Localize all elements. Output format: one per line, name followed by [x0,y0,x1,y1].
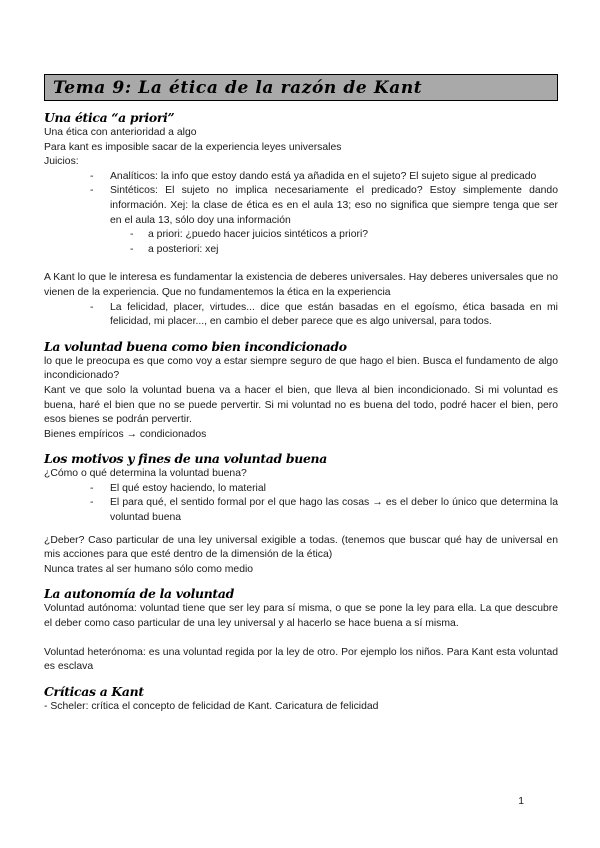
text-line: Juicios: [44,156,79,168]
list-item: - Analíticos: la info que estoy dando está ya añadida en el sujeto? El sujeto sigue al predicado [90,170,558,185]
paragraph: Voluntad autónoma: voluntad tiene que ser ley para sí misma, o que se pone la ley para ella. La que descubre el deber como caso particular de una ley universal y al hacerlo se hace buena a sí misma. [44,603,558,630]
sub-list-item: - a priori: ¿puedo hacer juicios sintéticos a priori? [130,228,558,243]
paragraph: Voluntad heterónoma: es una voluntad regida por la ley de otro. Por ejemplo los niños. Para Kant esta voluntad es esclava [44,646,558,673]
paragraph: A Kant lo que le interesa es fundamentar la existencia de deberes universales. Hay deberes universales que no vienen de la experiencia. Que no fundamentemos la ética en la experiencia [44,272,558,298]
bullet-list [44,301,558,330]
section-heading-autonomia: La autonomía de la voluntad [44,586,234,602]
list-item: - El para qué, el sentido formal por el que hago las cosas → es el deber lo único que determina la voluntad buena [90,496,558,525]
sub-bullet-list [110,228,558,257]
text-line: Bienes empíricos → condicionados [44,428,207,440]
sub-list-item: - a posteriori: xej [130,243,558,258]
section-heading-voluntad-buena: La voluntad buena como bien incondicionado [44,338,347,354]
paragraph: lo que le preocupa es que como voy a estar siempre seguro de que hago el bien. Busca el fundamento de algo incondicionado? [44,355,558,382]
page-number: 1 [518,796,524,807]
text-line: Una ética con anterioridad a algo [44,127,197,138]
section-heading-criticas: Críticas a Kant [44,683,144,699]
list-item: - La felicidad, placer, virtudes... dice que están basadas en el egoísmo, ética basada en mi felicidad, mi placer..., en cambio el deber parece que es algo universal, para todos. [90,301,558,330]
spacer [44,632,558,646]
list-item [90,184,558,257]
document-page [44,74,558,714]
bullet-list [44,482,558,526]
text-line: Nunca trates al ser humano sólo como medio [44,563,254,575]
paragraph: Kant ve que solo la voluntad buena va a hacer el bien, que lleva al bien incondicionado. Si mi voluntad es buena, haré el bien que no se puede pervertir. Si mi voluntad no es buena del todo, podré hacer el bien, pero esos bienes se podrán pervertir. [44,384,558,426]
list-item-text: Sintéticos: El sujeto no implica necesariamente el predicado? Estoy simplemente dando información. Xej: la clase de ética es en el aula 13; eso no significa que siempre tenga que ser en el aula 13, sólo doy una información [110,185,558,226]
list-item: - El qué estoy haciendo, lo material [90,482,558,497]
spacer [44,257,558,271]
text-line: Para kant es imposible sacar de la experiencia leyes universales [44,141,342,153]
text-line: ¿Cómo o qué determina la voluntad buena? [44,468,247,480]
section-heading-a-priori: Una ética “a priori” [44,110,175,125]
spacer [44,526,558,534]
text-line: - Scheler: crítica el concepto de felicidad de Kant. Caricatura de felicidad [44,700,379,712]
section-heading-motivos-fines: Los motivos y fines de una voluntad buena [44,451,327,467]
document-title: Tema 9: La ética de la razón de Kant [53,77,423,98]
bullet-list [44,170,558,258]
paragraph: ¿Deber? Caso particular de una ley universal exigible a todas. (tenemos que buscar qué hay de universal en mis acciones para que esté dentro de la dimensión de la ética) [44,534,558,561]
title-banner [44,74,558,101]
